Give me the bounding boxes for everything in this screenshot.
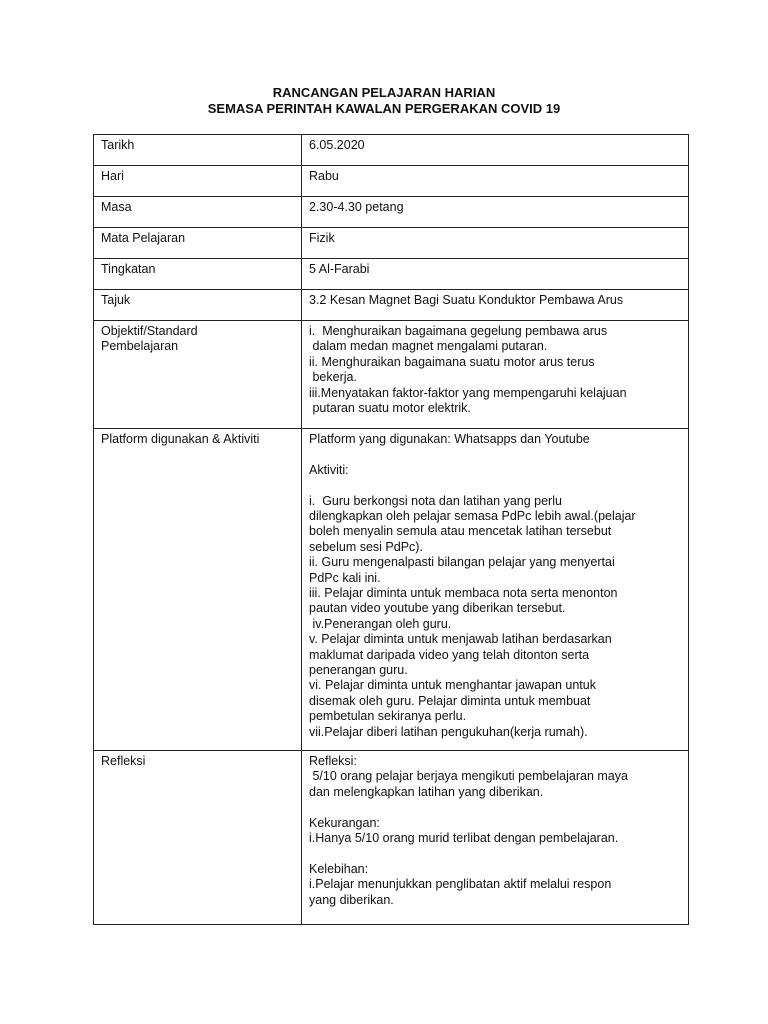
aktiviti-heading: Aktiviti: bbox=[309, 462, 349, 477]
spacer bbox=[309, 478, 681, 493]
aktiviti-line: vi. Pelajar diminta untuk menghantar jawapan untuk bbox=[309, 678, 596, 693]
label-refleksi: Refleksi bbox=[94, 751, 302, 925]
kekurangan-heading: Kekurangan: bbox=[309, 815, 380, 830]
objektif-line: dalam medan magnet mengalami putaran. bbox=[309, 339, 548, 354]
kekurangan-line: i.Hanya 5/10 orang murid terlibat dengan pembelajaran. bbox=[309, 831, 619, 846]
objektif-line: putaran suatu motor elektrik. bbox=[309, 401, 471, 416]
title-line-2: SEMASA PERINTAH KAWALAN PERGERAKAN COVID 19 bbox=[207, 101, 561, 116]
objektif-line: bekerja. bbox=[309, 370, 357, 385]
value-tajuk: 3.2 Kesan Magnet Bagi Suatu Konduktor Pembawa Arus bbox=[302, 290, 689, 321]
row-hari bbox=[94, 166, 689, 197]
aktiviti-line: disemak oleh guru. Pelajar diminta untuk membuat bbox=[309, 693, 591, 708]
row-refleksi bbox=[94, 751, 689, 925]
row-platform bbox=[94, 429, 689, 751]
value-objektif bbox=[302, 321, 689, 429]
row-tingkatan bbox=[94, 259, 689, 290]
refleksi-heading: Refleksi: bbox=[309, 754, 357, 768]
value-hari: Rabu bbox=[302, 166, 689, 197]
value-masa: 2.30-4.30 petang bbox=[302, 197, 689, 228]
spacer bbox=[309, 447, 681, 462]
spacer bbox=[309, 846, 681, 861]
aktiviti-line: pembetulan sekiranya perlu. bbox=[309, 709, 467, 724]
value-mata-pelajaran: Fizik bbox=[302, 228, 689, 259]
value-tingkatan: 5 Al-Farabi bbox=[302, 259, 689, 290]
aktiviti-line: v. Pelajar diminta untuk menjawab latihan berdasarkan bbox=[309, 632, 612, 647]
aktiviti-line: ii. Guru mengenalpasti bilangan pelajar yang menyertai bbox=[309, 555, 615, 570]
aktiviti-line: i. Guru berkongsi nota dan latihan yang perlu bbox=[309, 493, 562, 508]
aktiviti-line: maklumat daripada video yang telah ditonton serta bbox=[309, 647, 590, 662]
platform-used: Platform yang digunakan: Whatsapps dan Youtube bbox=[309, 432, 590, 446]
label-hari: Hari bbox=[94, 166, 302, 197]
lesson-plan-table bbox=[93, 134, 689, 925]
label-mata-pelajaran: Mata Pelajaran bbox=[94, 228, 302, 259]
aktiviti-line: dilengkapkan oleh pelajar semasa PdPc lebih awal.(pelajar bbox=[309, 509, 636, 523]
label-tingkatan: Tingkatan bbox=[94, 259, 302, 290]
aktiviti-line: pautan video youtube yang diberikan tersebut. bbox=[309, 601, 566, 616]
refleksi-line: 5/10 orang pelajar berjaya mengikuti pembelajaran maya bbox=[309, 769, 628, 784]
kelebihan-line: i.Pelajar menunjukkan penglibatan aktif melalui respon bbox=[309, 877, 612, 892]
label-objektif-line-1: Objektif/Standard bbox=[101, 324, 198, 338]
refleksi-line: dan melengkapkan latihan yang diberikan. bbox=[309, 784, 544, 799]
row-masa bbox=[94, 197, 689, 228]
aktiviti-line: sebelum sesi PdPc). bbox=[309, 539, 423, 554]
row-tarikh bbox=[94, 135, 689, 166]
document-title bbox=[0, 85, 768, 117]
kelebihan-heading: Kelebihan: bbox=[309, 861, 369, 876]
row-objektif bbox=[94, 321, 689, 429]
label-objektif bbox=[94, 321, 302, 429]
label-tarikh: Tarikh bbox=[94, 135, 302, 166]
spacer bbox=[309, 800, 681, 815]
aktiviti-line: penerangan guru. bbox=[309, 663, 408, 678]
aktiviti-line: boleh menyalin semula atau mencetak latihan tersebut bbox=[309, 524, 612, 539]
label-platform: Platform digunakan & Aktiviti bbox=[94, 429, 302, 751]
objektif-line: ii. Menghuraikan bagaimana suatu motor arus terus bbox=[309, 354, 595, 369]
label-tajuk: Tajuk bbox=[94, 290, 302, 321]
row-mata-pelajaran bbox=[94, 228, 689, 259]
aktiviti-line: vii.Pelajar diberi latihan pengukuhan(kerja rumah). bbox=[309, 724, 588, 739]
objektif-line: i. Menghuraikan bagaimana gegelung pembawa arus bbox=[309, 324, 608, 338]
title-line-1: RANCANGAN PELAJARAN HARIAN bbox=[272, 85, 496, 100]
label-objektif-line-2: Pembelajaran bbox=[101, 339, 179, 354]
aktiviti-line: iv.Penerangan oleh guru. bbox=[309, 616, 452, 631]
value-refleksi bbox=[302, 751, 689, 925]
value-platform bbox=[302, 429, 689, 751]
aktiviti-line: iii. Pelajar diminta untuk membaca nota serta menonton bbox=[309, 586, 618, 601]
label-masa: Masa bbox=[94, 197, 302, 228]
kelebihan-line: yang diberikan. bbox=[309, 892, 394, 907]
aktiviti-line: PdPc kali ini. bbox=[309, 570, 381, 585]
row-tajuk bbox=[94, 290, 689, 321]
objektif-line: iii.Menyatakan faktor-faktor yang mempengaruhi kelajuan bbox=[309, 385, 627, 400]
value-tarikh: 6.05.2020 bbox=[302, 135, 689, 166]
